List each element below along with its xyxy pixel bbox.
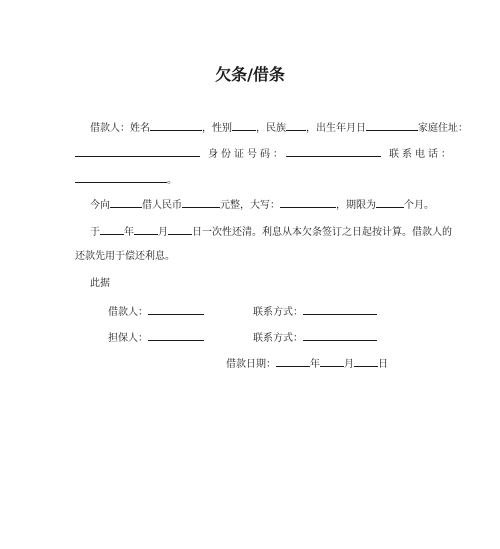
loan-year-blank	[276, 357, 310, 367]
repay-prefix: 于	[90, 227, 100, 238]
loan-day-label: 日	[378, 359, 388, 370]
document-title: 欠条/借条	[215, 65, 285, 84]
lender-blank	[110, 198, 142, 208]
gender-label: ，性别	[202, 123, 232, 134]
dob-label: ，出生年月日	[306, 123, 366, 134]
interest-note-line: 还款先用于偿还利息。	[75, 251, 175, 262]
line3-period: 。	[167, 175, 177, 186]
contact1-blank	[303, 305, 377, 315]
amount-words-blank	[280, 198, 336, 208]
loan-month-blank	[320, 357, 344, 367]
contact2-blank	[303, 331, 377, 341]
guarantor-contact-row	[253, 331, 377, 345]
borrower-name-label: 借款人：姓名	[90, 123, 150, 134]
address-blank	[75, 147, 200, 157]
contact2-label: 联系方式：	[253, 333, 303, 344]
loan-day-blank	[354, 357, 378, 367]
address-label: 家庭住址：	[418, 123, 468, 134]
phone-label: 联系电话：	[389, 149, 454, 160]
name-blank	[150, 121, 202, 131]
guarantor-sign-label: 担保人：	[108, 333, 148, 344]
ethnicity-label: ，民族	[256, 123, 286, 134]
phone-continuation-line	[75, 173, 177, 187]
hereby-text: 此据	[90, 278, 110, 289]
months-label: 个月。	[404, 200, 434, 211]
phone-blank	[75, 173, 167, 183]
id-phone-line	[75, 147, 454, 161]
term-label: ，期限为	[336, 200, 376, 211]
guarantor-sign-blank	[148, 331, 204, 341]
amount-blank	[182, 198, 220, 208]
repay-year-blank	[100, 225, 124, 235]
dob-blank	[366, 121, 418, 131]
loan-year-label: 年	[310, 359, 320, 370]
id-number-blank	[286, 147, 381, 157]
rmb-label: 借人民币	[142, 200, 182, 211]
loan-amount-line	[90, 198, 434, 212]
repayment-line	[90, 225, 452, 239]
repay-year-label: 年	[124, 227, 134, 238]
amount-words-label: 元整，大写：	[220, 200, 280, 211]
lender-prefix: 今向	[90, 200, 110, 211]
repay-month-blank	[134, 225, 158, 235]
borrower-sign-blank	[148, 305, 204, 315]
borrower-signature-row	[108, 305, 204, 319]
repay-day-blank	[168, 225, 192, 235]
repay-month-label: 月	[158, 227, 168, 238]
term-blank	[376, 198, 404, 208]
repay-terms: 日一次性还清。利息从本欠条签订之日起按计算。借款人的	[192, 227, 452, 238]
contact1-label: 联系方式：	[253, 307, 303, 318]
gender-blank	[232, 121, 256, 131]
borrower-contact-row	[253, 305, 377, 319]
guarantor-signature-row	[108, 331, 204, 345]
loan-date-label: 借款日期：	[226, 359, 276, 370]
ethnicity-blank	[286, 121, 306, 131]
borrower-info-line	[90, 121, 468, 135]
id-number-label: 身份证号码：	[208, 149, 286, 160]
loan-month-label: 月	[344, 359, 354, 370]
loan-date-row	[226, 357, 388, 371]
borrower-sign-label: 借款人：	[108, 307, 148, 318]
